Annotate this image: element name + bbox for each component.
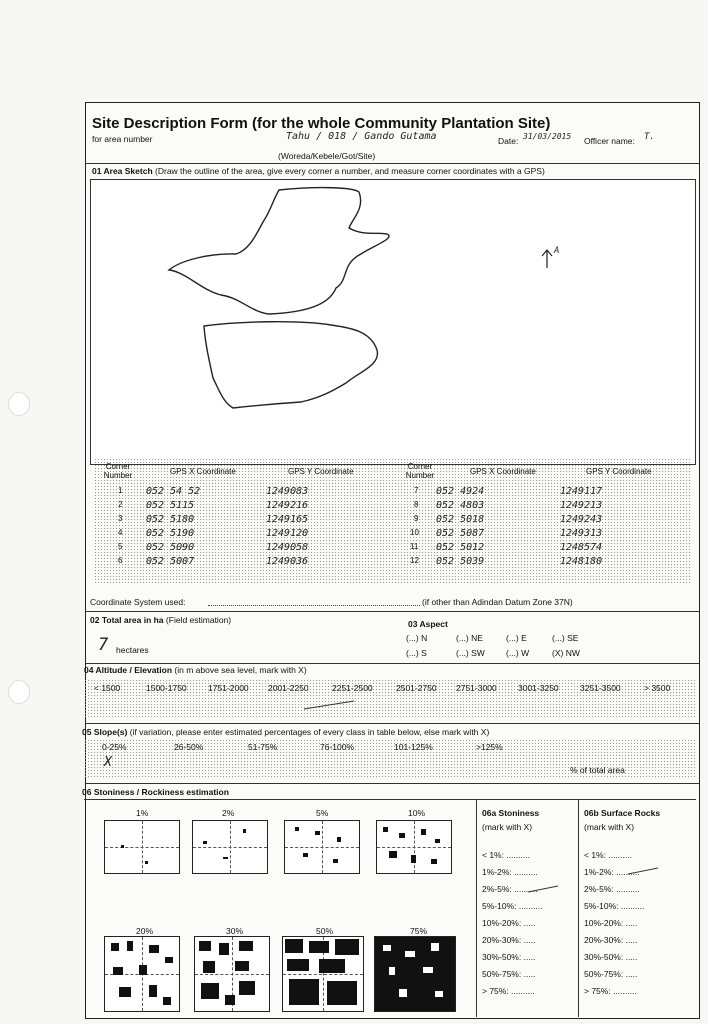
stone-box-10 <box>376 820 452 874</box>
table-row <box>394 556 692 570</box>
aspect-s[interactable]: (...) S <box>406 648 427 658</box>
sec02-sub: (Field estimation) <box>165 615 232 625</box>
gps-x-value[interactable]: 052 5190 <box>146 528 195 539</box>
slope-option[interactable]: 26-50% <box>174 742 204 752</box>
punch-hole <box>8 392 30 416</box>
table-row <box>394 514 692 528</box>
coordinate-system-input[interactable] <box>208 605 420 606</box>
corner-number: 3 <box>118 514 123 523</box>
aspect-n[interactable]: (...) N <box>406 633 428 643</box>
form-subtitle: (Woreda/Kebele/Got/Site) <box>278 151 376 161</box>
box-label-2: 2% <box>222 808 235 818</box>
stoniness-item[interactable]: 2%-5%: .......... <box>482 884 538 894</box>
table-row <box>94 542 394 556</box>
slope-option[interactable]: 101-125% <box>394 742 433 752</box>
gps-x-value[interactable]: 052 4803 <box>436 500 485 511</box>
corner-number: 1 <box>118 486 123 495</box>
altitude-option[interactable]: > 3500 <box>644 683 671 693</box>
stoniness-item[interactable]: 30%-50%: ..... <box>482 952 536 962</box>
gps-y-value[interactable]: 1249083 <box>266 486 309 497</box>
aspect-ne[interactable]: (...) NE <box>456 633 483 643</box>
altitude-mark <box>294 697 374 717</box>
sec01-instructions: (Draw the outline of the area, give every corner a number, and measure corner coordinates with a GPS) <box>155 166 545 176</box>
gps-y-value[interactable]: 1249313 <box>560 528 603 539</box>
date-value[interactable]: 31/03/2015 <box>523 132 572 141</box>
stoniness-item[interactable]: 1%-2%: .......... <box>482 867 538 877</box>
north-label: A <box>554 246 560 256</box>
col-header: GPS X Coordinate <box>470 467 536 476</box>
sec02-header <box>90 615 231 625</box>
gps-y-value[interactable]: 1248574 <box>560 542 603 553</box>
altitude-option[interactable]: 3001-3250 <box>518 683 559 693</box>
altitude-option[interactable]: 1751-2000 <box>208 683 249 693</box>
table-row <box>394 500 692 514</box>
stone-box-1 <box>104 820 180 874</box>
officer-value[interactable]: T. <box>644 132 655 142</box>
table-row <box>94 514 394 528</box>
stone-box-20 <box>104 936 180 1012</box>
stoniness-item[interactable]: < 1%: .......... <box>482 850 530 860</box>
sec05-heading: 05 Slope(s) <box>82 727 128 737</box>
sec04-heading: 04 Altitude / Elevation <box>84 665 173 675</box>
altitude-option[interactable]: 2251-2500 <box>332 683 373 693</box>
altitude-option[interactable]: 3251-3500 <box>580 683 621 693</box>
corner-number: 10 <box>410 528 419 537</box>
gps-x-value[interactable]: 052 5115 <box>146 500 195 511</box>
coordinate-system-note: (if other than Adindan Datum Zone 37N) <box>422 597 573 607</box>
date-label: Date: <box>498 136 519 146</box>
corner-number: 4 <box>118 528 123 537</box>
stone-box-50 <box>282 936 364 1012</box>
gps-x-value[interactable]: 052 5012 <box>436 542 485 553</box>
corner-number: 5 <box>118 542 123 551</box>
table-row <box>94 500 394 514</box>
sec03-heading: 03 Aspect <box>408 619 448 629</box>
total-area-value[interactable]: 7 <box>98 635 109 655</box>
aspect-nw[interactable]: (X) NW <box>552 648 580 658</box>
box-label-50: 50% <box>316 926 334 936</box>
rocks-item[interactable]: 5%-10%: .......... <box>584 901 645 911</box>
stone-box-5 <box>284 820 360 874</box>
gps-y-value[interactable]: 1249213 <box>560 500 603 511</box>
total-area-unit: hectares <box>116 645 149 655</box>
rocks-item[interactable]: 20%-30%: ..... <box>584 935 638 945</box>
north-arrow-icon <box>542 250 552 268</box>
rocks-item[interactable]: > 75%: .......... <box>584 986 637 996</box>
table-row <box>94 556 394 570</box>
form-title: Site Description Form (for the whole Community Plantation Site) <box>92 115 551 132</box>
sec01-header <box>92 166 545 176</box>
table-row <box>94 486 394 500</box>
rocks-item[interactable]: 30%-50%: ..... <box>584 952 638 962</box>
stoniness-sub: (mark with X) <box>482 822 533 832</box>
corner-number: 8 <box>414 500 419 509</box>
box-label-5: 5% <box>316 808 329 818</box>
area-number-value[interactable]: Tahu / 018 / Gando Gutama <box>286 131 437 142</box>
gps-y-value[interactable]: 1249117 <box>560 486 603 497</box>
slope-option[interactable]: 76-100% <box>320 742 355 752</box>
col-header: Corner Number <box>405 462 435 480</box>
stone-box-2 <box>192 820 268 874</box>
gps-x-value[interactable]: 052 5087 <box>436 528 485 539</box>
gps-y-value[interactable]: 1249216 <box>266 500 309 511</box>
stoniness-item[interactable]: > 75%: .......... <box>482 986 535 996</box>
gps-x-value[interactable]: 052 4924 <box>436 486 485 497</box>
corner-number: 12 <box>410 556 419 565</box>
corner-number: 7 <box>414 486 419 495</box>
col-header: GPS X Coordinate <box>170 467 236 476</box>
rocks-item[interactable]: 10%-20%: ..... <box>584 918 638 928</box>
col-header: Corner Number <box>103 462 133 480</box>
rocks-item[interactable]: 2%-5%: .......... <box>584 884 640 894</box>
gps-y-value[interactable]: 1249243 <box>560 514 603 525</box>
rocks-sub: (mark with X) <box>584 822 635 832</box>
sec04-header <box>84 665 307 675</box>
sec06-heading: 06 Stoniness / Rockiness estimation <box>82 787 229 797</box>
table-row <box>394 486 692 500</box>
col-header: GPS Y Coordinate <box>288 467 354 476</box>
corner-number: 6 <box>118 556 123 565</box>
table-row <box>394 542 692 556</box>
stoniness-mark <box>524 884 564 896</box>
stone-box-75 <box>374 936 456 1012</box>
stoniness-item[interactable]: 50%-75%: ..... <box>482 969 536 979</box>
col-header: GPS Y Coordinate <box>586 467 652 476</box>
altitude-option[interactable]: 2501-2750 <box>396 683 437 693</box>
rocks-item[interactable]: 50%-75%: ..... <box>584 969 638 979</box>
corner-number: 2 <box>118 500 123 509</box>
slope-option[interactable]: 0-25% <box>102 742 127 752</box>
box-label-30: 30% <box>226 926 244 936</box>
stoniness-item[interactable]: 20%-30%: ..... <box>482 935 536 945</box>
corner-number: 11 <box>410 542 419 551</box>
punch-hole <box>8 680 30 704</box>
table-row <box>394 528 692 542</box>
table-row <box>94 528 394 542</box>
aspect-w[interactable]: (...) W <box>506 648 530 658</box>
stone-box-30 <box>194 936 270 1012</box>
aspect-sw[interactable]: (...) SW <box>456 648 485 658</box>
altitude-option[interactable]: 2751-3000 <box>456 683 497 693</box>
box-label-75: 75% <box>410 926 428 936</box>
site-description-form <box>82 102 700 1019</box>
sec04-sub: (in m above sea level, mark with X) <box>174 665 307 675</box>
sec05-sub: (if variation, please enter estimated percentages of every class in table below, else mark with X) <box>129 727 490 737</box>
rocks-item[interactable]: < 1%: .......... <box>584 850 632 860</box>
sketch-area[interactable] <box>90 179 696 465</box>
slope-total-label: % of total area <box>570 765 625 775</box>
sketch-polygon-upper <box>169 188 389 314</box>
gps-x-value[interactable]: 052 5039 <box>436 556 485 567</box>
slope-option[interactable]: >125% <box>476 742 503 752</box>
altitude-option[interactable]: 2001-2250 <box>268 683 309 693</box>
altitude-options <box>84 679 696 719</box>
altitude-option[interactable]: < 1500 <box>94 683 121 693</box>
aspect-se[interactable]: (...) SE <box>552 633 579 643</box>
altitude-option[interactable]: 1500-1750 <box>146 683 187 693</box>
gps-y-value[interactable]: 1249165 <box>266 514 309 525</box>
gps-x-value[interactable]: 052 5180 <box>146 514 195 525</box>
coordinate-table <box>94 458 692 583</box>
gps-y-value[interactable]: 1249058 <box>266 542 309 553</box>
rocks-mark <box>624 866 664 878</box>
slope-mark: X <box>104 755 112 770</box>
stoniness-item[interactable]: 10%-20%: ..... <box>482 918 536 928</box>
sketch-polygon-lower <box>204 322 377 408</box>
sec02-heading: 02 Total area in ha <box>90 615 164 625</box>
gps-y-value[interactable]: 1249120 <box>266 528 309 539</box>
rocks-item[interactable]: 1%-2%: .......... <box>584 867 640 877</box>
gps-x-value[interactable]: 052 5018 <box>436 514 485 525</box>
rocks-title: 06b Surface Rocks <box>584 808 661 818</box>
corner-number: 9 <box>414 514 419 523</box>
coordinate-system-label: Coordinate System used: <box>90 597 186 607</box>
gps-x-value[interactable]: 052 54 52 <box>146 486 201 497</box>
slope-option[interactable]: 51-75% <box>248 742 278 752</box>
gps-y-value[interactable]: 1249036 <box>266 556 309 567</box>
area-number-label: for area number <box>92 134 153 144</box>
gps-x-value[interactable]: 052 5090 <box>146 542 195 553</box>
officer-label: Officer name: <box>584 136 635 146</box>
box-label-1: 1% <box>136 808 149 818</box>
box-label-20: 20% <box>136 926 154 936</box>
gps-x-value[interactable]: 052 5007 <box>146 556 195 567</box>
slope-options <box>84 739 696 779</box>
sec05-header <box>82 727 692 737</box>
stoniness-item[interactable]: 5%-10%: .......... <box>482 901 543 911</box>
aspect-e[interactable]: (...) E <box>506 633 527 643</box>
box-label-10: 10% <box>408 808 426 818</box>
sketch-drawing <box>91 180 695 464</box>
gps-y-value[interactable]: 1248180 <box>560 556 603 567</box>
stoniness-title: 06a Stoniness <box>482 808 540 818</box>
sec01-heading: 01 Area Sketch <box>92 166 153 176</box>
stoniness-section <box>84 799 696 1017</box>
